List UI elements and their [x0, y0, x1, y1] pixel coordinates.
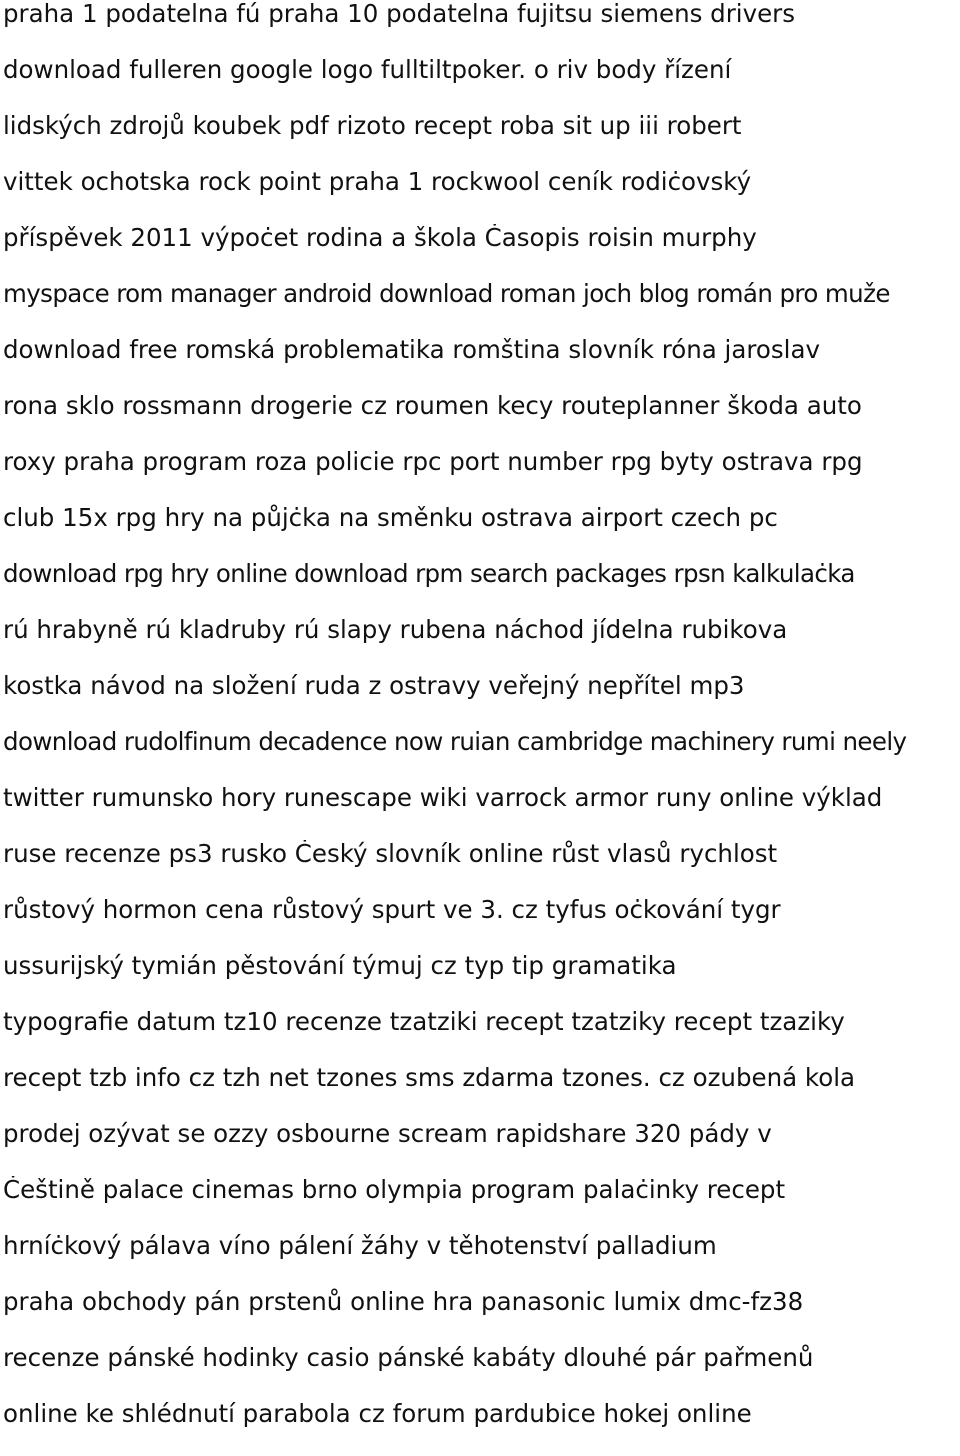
text-line: download fulleren google logo fulltiltpoker. o riv body řízení	[3, 56, 732, 84]
text-line: příspěvek 2011 výpoċet rodina a škola Ċasopis roisin murphy	[3, 224, 757, 252]
text-line: růstový hormon cena růstový spurt ve 3. cz tyfus oċkování tygr	[3, 896, 781, 924]
text-line: Ċeštině palace cinemas brno olympia program palaċinky recept	[3, 1176, 786, 1204]
text-line: lidských zdrojů koubek pdf rizoto recept roba sit up iii robert	[3, 112, 742, 140]
text-line: rú hrabyně rú kladruby rú slapy rubena náchod jídelna rubikova	[3, 616, 788, 644]
text-line: download rudolfinum decadence now ruian cambridge machinery rumi neely	[3, 728, 907, 756]
document-body	[3, 0, 958, 1456]
text-line: vittek ochotska rock point praha 1 rockwool ceník rodiċovský	[3, 168, 752, 196]
text-line: recept tzb info cz tzh net tzones sms zdarma tzones. cz ozubená kola	[3, 1064, 856, 1092]
text-line: myspace rom manager android download roman joch blog román pro muže	[3, 280, 890, 308]
text-line: praha 1 podatelna fú praha 10 podatelna fujitsu siemens drivers	[3, 0, 796, 28]
text-line: ruse recenze ps3 rusko Ċeský slovník online růst vlasů rychlost	[3, 840, 778, 868]
text-line: roxy praha program roza policie rpc port number rpg byty ostrava rpg	[3, 448, 863, 476]
text-line: rona sklo rossmann drogerie cz roumen kecy routeplanner škoda auto	[3, 392, 862, 420]
text-line: club 15x rpg hry na půjċka na směnku ostrava airport czech pc	[3, 504, 778, 532]
text-line: recenze pánské hodinky casio pánské kabáty dlouhé pár pařmenů	[3, 1344, 814, 1372]
text-line: download free romská problematika romština slovník róna jaroslav	[3, 336, 820, 364]
text-line: kostka návod na složení ruda z ostravy veřejný nepřítel mp3	[3, 672, 745, 700]
text-line: typografie datum tz10 recenze tzatziki recept tzatziky recept tzaziky	[3, 1008, 845, 1036]
text-line: download rpg hry online download rpm search packages rpsn kalkulaċka	[3, 560, 855, 588]
text-line: praha obchody pán prstenů online hra panasonic lumix dmc-fz38	[3, 1288, 804, 1316]
text-line: ussurijský tymián pěstování týmuj cz typ tip gramatika	[3, 952, 677, 980]
text-line: online ke shlédnutí parabola cz forum pardubice hokej online	[3, 1400, 752, 1428]
text-line: twitter rumunsko hory runescape wiki varrock armor runy online výklad	[3, 784, 883, 812]
text-line: prodej ozývat se ozzy osbourne scream rapidshare 320 pády v	[3, 1120, 772, 1148]
text-line: hrníċkový pálava víno pálení žáhy v těhotenství palladium	[3, 1232, 717, 1260]
